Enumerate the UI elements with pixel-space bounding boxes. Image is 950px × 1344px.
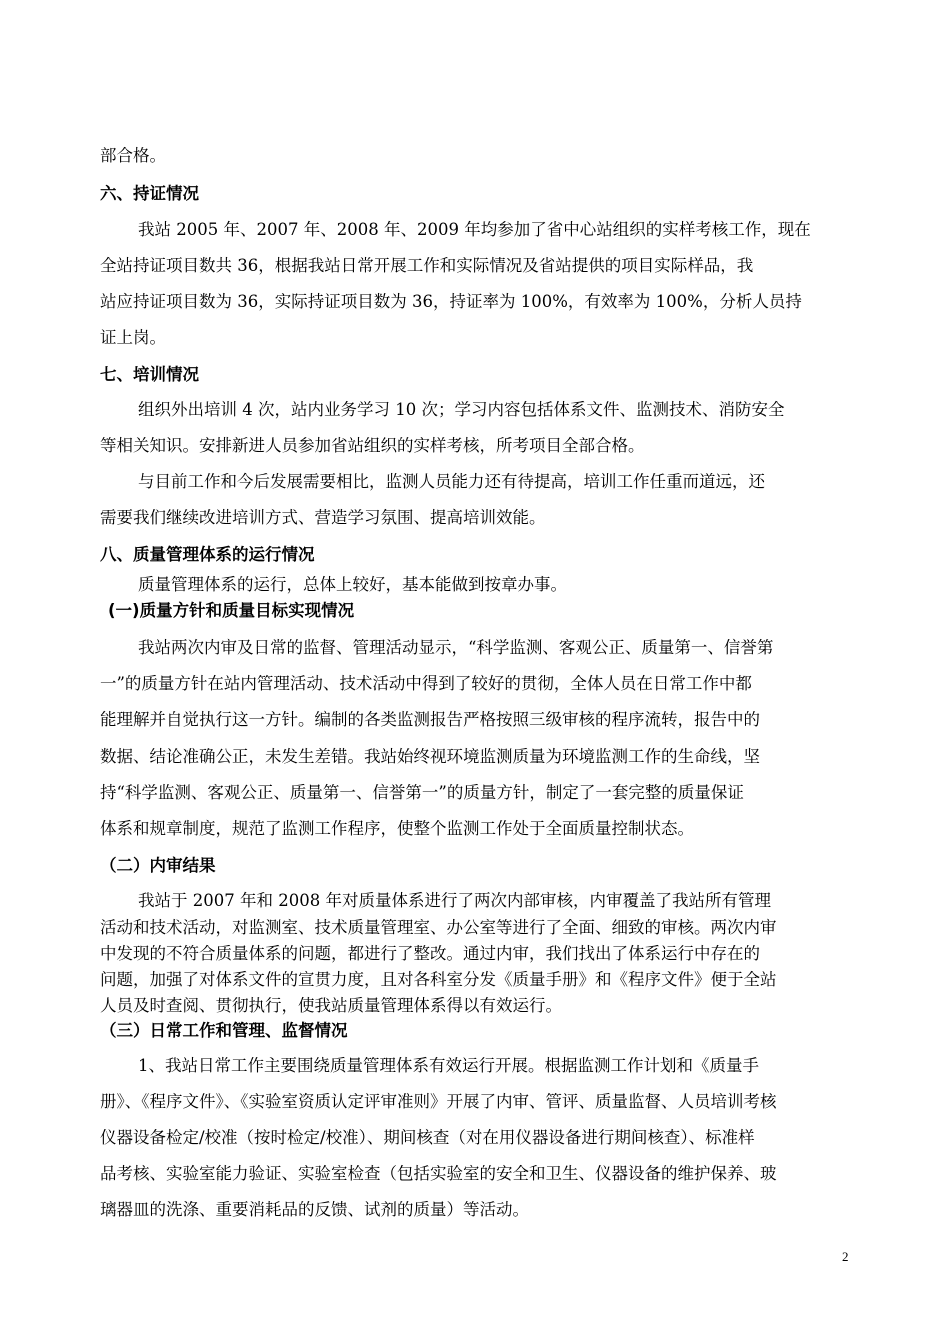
body-line: 需要我们继续改进培训方式、营造学习氛围、提高培训效能。 bbox=[100, 508, 546, 527]
subsection-heading-3: （三）日常工作和管理、监督情况 bbox=[100, 1021, 348, 1040]
body-line: 活动和技术活动，对监测室、技术质量管理室、办公室等进行了全面、细致的审核。两次内审 bbox=[100, 918, 777, 937]
section-heading-7: 七、培训情况 bbox=[100, 365, 199, 384]
body-line: 我站两次内审及日常的监督、管理活动显示，“科学监测、客观公正、质量第一、信誉第 bbox=[138, 638, 774, 657]
body-line: 我站 2005 年、2007 年、2008 年、2009 年均参加了省中心站组织的实样考核工作，现在 bbox=[138, 220, 811, 239]
body-line: 璃器皿的洗涤、重要消耗品的反馈、试剂的质量）等活动。 bbox=[100, 1200, 529, 1219]
body-line: 品考核、实验室能力验证、实验室检查（包括实验室的安全和卫生、仪器设备的维护保养、玻 bbox=[100, 1164, 777, 1183]
body-line: 等相关知识。安排新进人员参加省站组织的实样考核，所考项目全部合格。 bbox=[100, 436, 645, 455]
body-line: 能理解并自觉执行这一方针。编制的各类监测报告严格按照三级审核的程序流转，报告中的 bbox=[100, 710, 760, 729]
page-number: 2 bbox=[842, 1249, 849, 1264]
section-heading-8: 八、质量管理体系的运行情况 bbox=[100, 545, 315, 564]
body-line: 数据、结论准确公正，未发生差错。我站始终视环境监测质量为环境监测工作的生命线，坚 bbox=[100, 747, 760, 766]
body-line: 人员及时查阅、贯彻执行，使我站质量管理体系得以有效运行。 bbox=[100, 996, 562, 1015]
body-line: 一”的质量方针在站内管理活动、技术活动中得到了较好的贯彻，全体人员在日常工作中都 bbox=[100, 674, 752, 693]
body-line: 站应持证项目数为 36，实际持证项目数为 36，持证率为 100%，有效率为 100%，分析人员持 bbox=[100, 292, 802, 311]
subsection-heading-2: （二）内审结果 bbox=[100, 856, 216, 875]
subsection-heading-1: (一)质量方针和质量目标实现情况 bbox=[108, 601, 355, 620]
body-line: 仪器设备检定/校准（按时检定/校准）、期间核查（对在用仪器设备进行期间核查）、标准样 bbox=[100, 1128, 755, 1147]
body-line: 1、我站日常工作主要围绕质量管理体系有效运行开展。根据监测工作计划和《质量手 bbox=[138, 1056, 759, 1075]
body-line: 持“科学监测、客观公正、质量第一、信誉第一”的质量方针，制定了一套完整的质量保证 bbox=[100, 783, 744, 802]
body-line: 全站持证项目数共 36，根据我站日常开展工作和实际情况及省站提供的项目实际样品，我 bbox=[100, 256, 754, 275]
body-line: 体系和规章制度，规范了监测工作程序，使整个监测工作处于全面质量控制状态。 bbox=[100, 819, 694, 838]
body-line: 组织外出培训 4 次，站内业务学习 10 次；学习内容包括体系文件、监测技术、消防安全 bbox=[138, 400, 785, 419]
body-line: 我站于 2007 年和 2008 年对质量体系进行了两次内部审核，内审覆盖了我站所有管理 bbox=[138, 891, 771, 910]
body-line: 证上岗。 bbox=[100, 328, 166, 347]
section-heading-6: 六、持证情况 bbox=[100, 184, 199, 203]
body-line: 质量管理体系的运行，总体上较好，基本能做到按章办事。 bbox=[138, 575, 567, 594]
body-line: 问题，加强了对体系文件的宣贯力度，且对各科室分发《质量手册》和《程序文件》便于全站 bbox=[100, 970, 777, 989]
body-line: 册》、《程序文件》、《实验室资质认定评审准则》开展了内审、管评、质量监督、人员培训考核 bbox=[100, 1092, 777, 1111]
body-line: 中发现的不符合质量体系的问题，都进行了整改。通过内审，我们找出了体系运行中存在的 bbox=[100, 944, 760, 963]
body-line: 部合格。 bbox=[100, 146, 166, 165]
body-line: 与目前工作和今后发展需要相比，监测人员能力还有待提高，培训工作任重而道远，还 bbox=[138, 472, 765, 491]
